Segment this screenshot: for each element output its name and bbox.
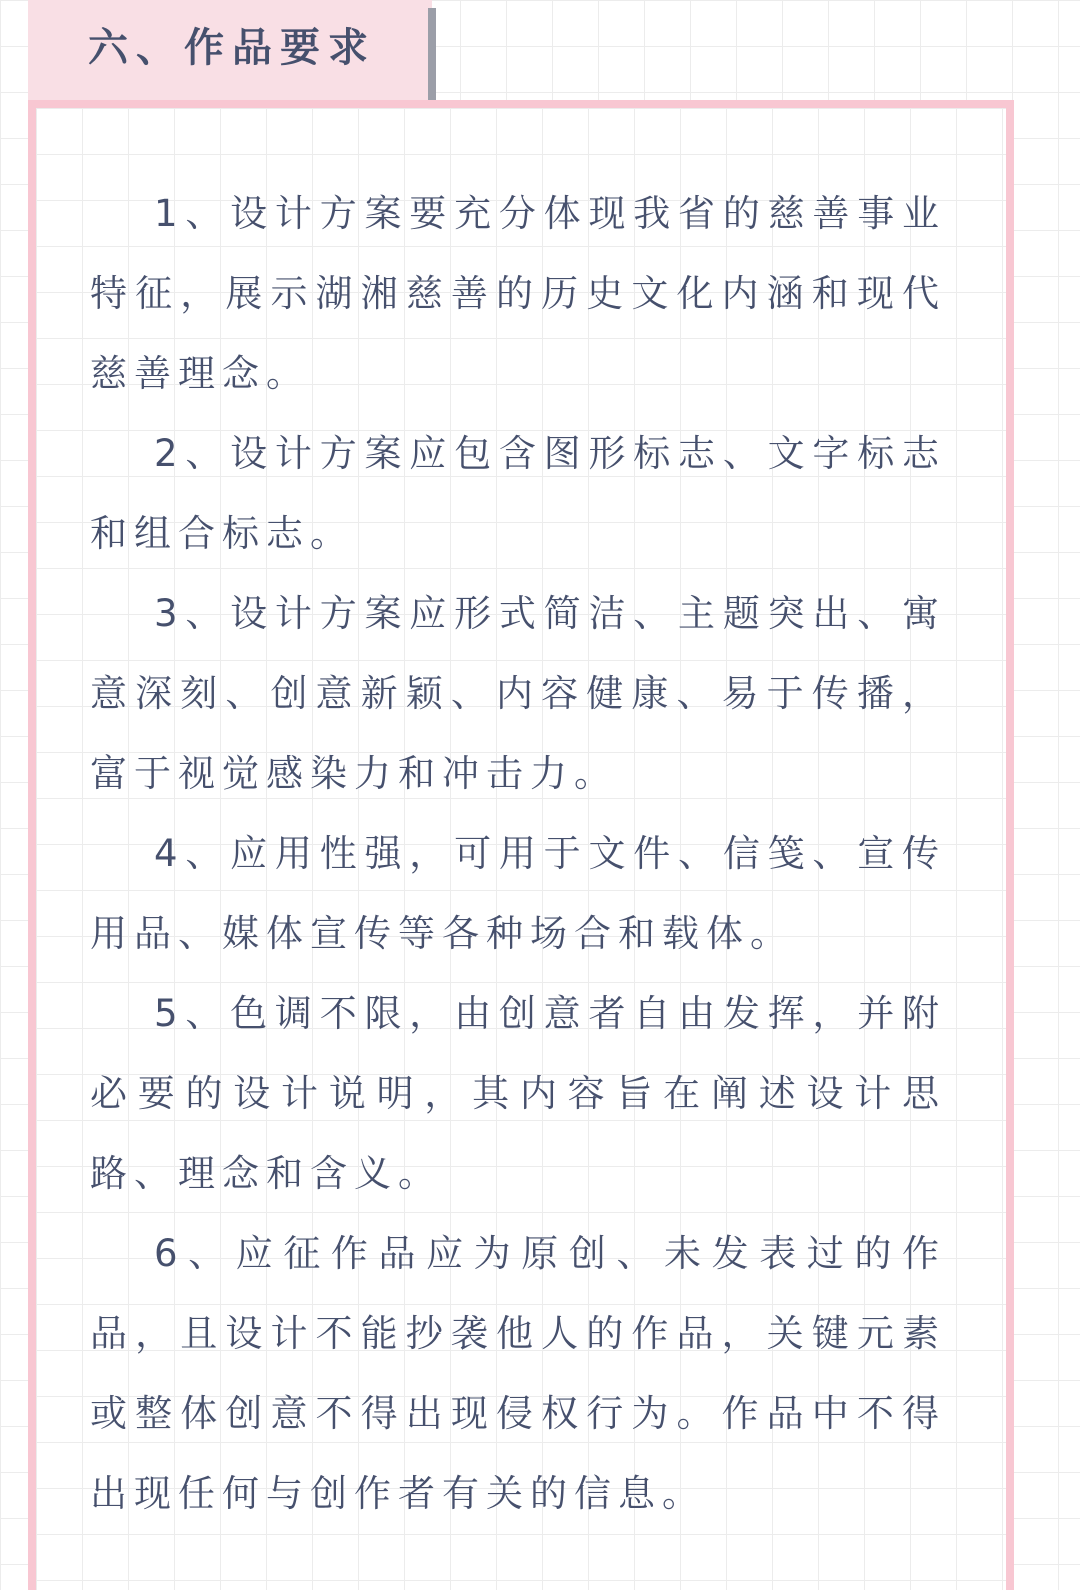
requirement-item: 6、应征作品应为原创、未发表过的作品，且设计不能抄袭他人的作品，关键元素或整体创意不得出现侵权行为。作品中不得出现任何与创作者有关的信息。 — [90, 1232, 946, 1515]
requirement-item: 2、设计方案应包含图形标志、文字标志和组合标志。 — [90, 432, 946, 555]
requirements-list — [90, 174, 946, 1534]
section-header-divider — [428, 8, 436, 100]
requirement-item: 5、色调不限，由创意者自由发挥，并附必要的设计说明，其内容旨在阐述设计思路、理念和含义。 — [90, 992, 946, 1195]
requirement-item: 1、设计方案要充分体现我省的慈善事业特征，展示湖湘慈善的历史文化内涵和现代慈善理念。 — [90, 192, 946, 395]
requirement-item: 3、设计方案应形式简洁、主题突出、寓意深刻、创意新颖、内容健康、易于传播，富于视觉感染力和冲击力。 — [90, 592, 946, 795]
requirement-item: 4、应用性强，可用于文件、信笺、宣传用品、媒体宣传等各种场合和载体。 — [90, 832, 946, 955]
section-title: 六、作品要求 — [88, 25, 376, 71]
